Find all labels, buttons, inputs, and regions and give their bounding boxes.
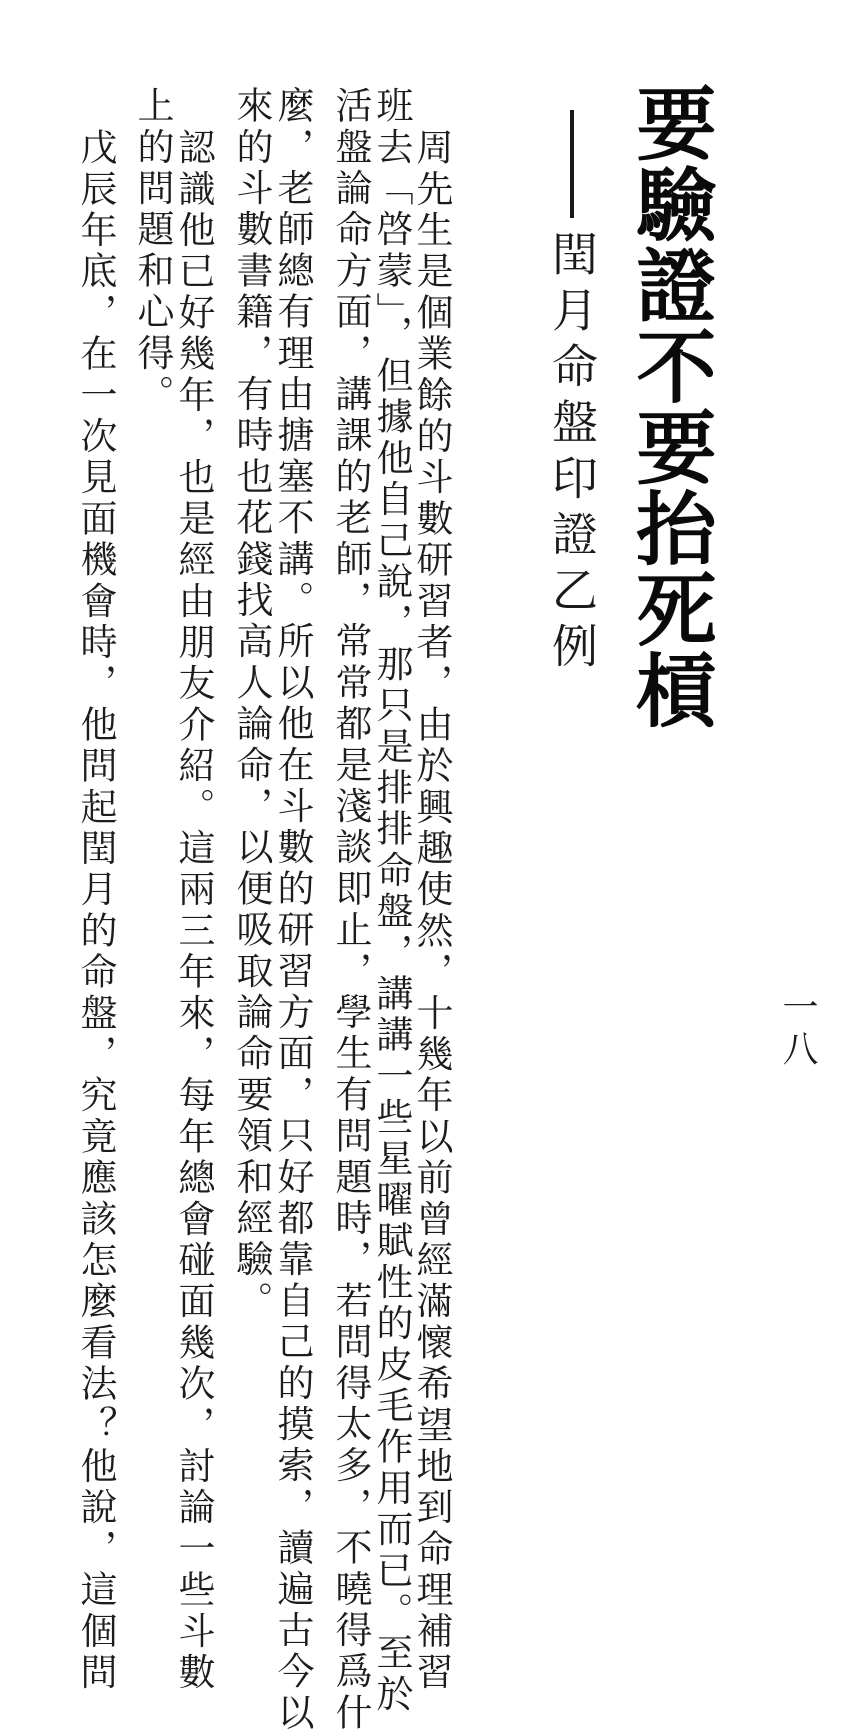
body-column-7: 上的問題和心得。 xyxy=(131,86,174,416)
body-column-1: 周先生是個業餘的斗數研習者，由於興趣使然，十幾年以前曾經滿懷希望地到命理補習 xyxy=(410,128,453,1694)
body-column-3: 活盤論命方面，講課的老師，常常都是淺談即止，學生有問題時，若問得太多，不曉得爲什 xyxy=(329,86,372,1734)
article-title: 要驗證不要抬死槓 xyxy=(623,82,717,730)
body-column-2: 班去「啓蒙」，但據他自己說，那只是排排命盤，講講一些星曜賦性的皮毛作用而已。至於 xyxy=(370,86,413,1716)
article-subtitle xyxy=(545,110,599,678)
page-number: 一八 xyxy=(777,988,818,1072)
em-dash xyxy=(570,110,574,218)
body-column-4: 麼，老師總有理由搪塞不講。所以他在斗數的研習方面，只好都靠自己的摸索，讀遍古今以 xyxy=(271,86,314,1734)
body-column-8: 戊辰年底，在一次見面機會時，他問起閏月的命盤，究竟應該怎麼看法？他說，這個問 xyxy=(74,128,117,1694)
subtitle-text: 閏月命盤印證乙例 xyxy=(545,230,599,678)
body-column-5: 來的斗數書籍，有時也花錢找高人論命，以便吸取論命要領和經驗。 xyxy=(230,86,273,1322)
body-column-6: 認識他已好幾年，也是經由朋友介紹。這兩三年來，每年總會碰面幾次，討論一些斗數 xyxy=(172,128,215,1694)
